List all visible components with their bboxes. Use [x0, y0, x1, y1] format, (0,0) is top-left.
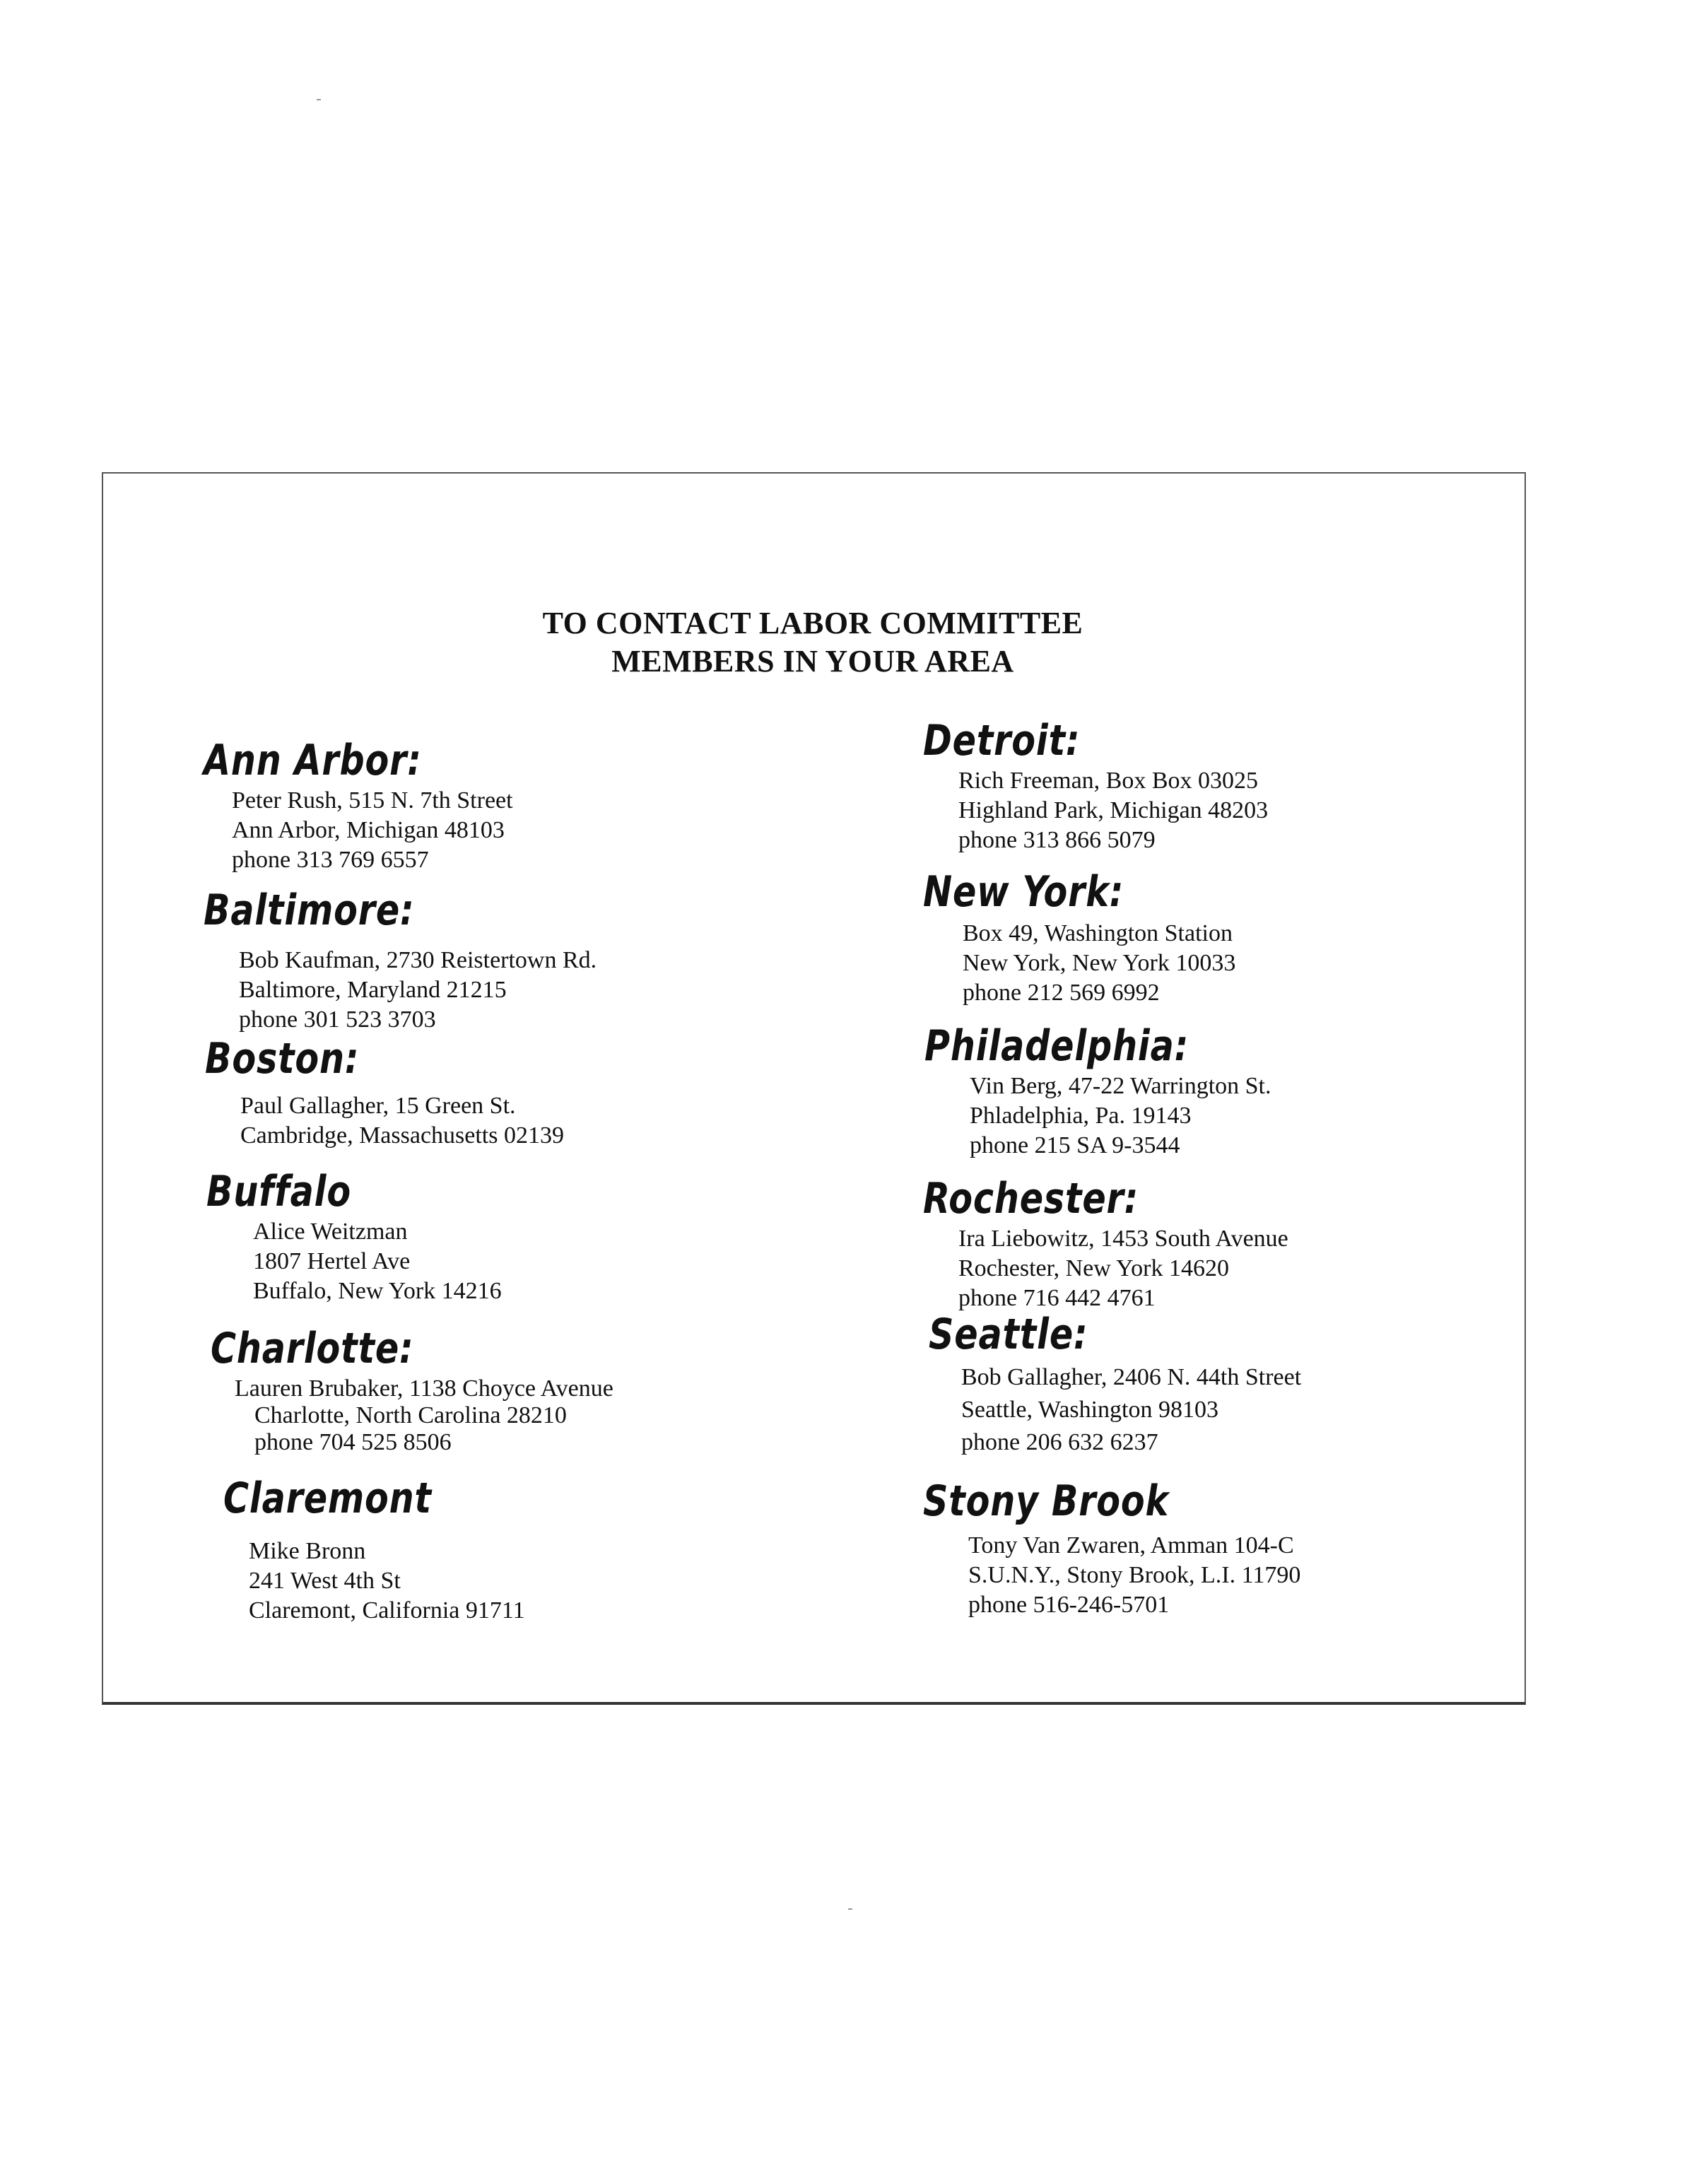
address-line: Box 49, Washington Station	[963, 920, 1233, 946]
city-heading: Detroit:	[923, 716, 1081, 765]
address-line: Bob Kaufman, 2730 Reistertown Rd.	[239, 947, 597, 973]
city-heading: Claremont	[223, 1474, 432, 1523]
address-line: Claremont, California 91711	[249, 1597, 525, 1624]
scan-speck	[848, 1908, 852, 1910]
address-line: Lauren Brubaker, 1138 Choyce Avenue	[235, 1375, 613, 1402]
entry-seattle	[929, 1309, 1301, 1459]
city-heading: Rochester:	[923, 1174, 1139, 1223]
city-heading: Boston:	[205, 1034, 360, 1084]
city-heading: Ann Arbor:	[204, 736, 422, 785]
address-line: Baltimore, Maryland 21215	[239, 977, 507, 1003]
address-line: Bob Gallagher, 2406 N. 44th Street	[961, 1364, 1302, 1390]
address-block	[958, 1224, 1288, 1313]
address-line: Tony Van Zwaren, Amman 104-C	[968, 1532, 1294, 1558]
address-line: Buffalo, New York 14216	[253, 1278, 502, 1304]
city-heading: Baltimore:	[204, 886, 415, 935]
scan-speck	[317, 99, 321, 100]
address-line: Phladelphia, Pa. 19143	[970, 1103, 1192, 1129]
address-line: phone 301 523 3703	[239, 1006, 436, 1033]
address-block	[970, 1072, 1271, 1161]
address-line: phone 215 SA 9-3544	[970, 1132, 1180, 1158]
address-block	[235, 1375, 613, 1456]
city-heading: Stony Brook	[923, 1476, 1170, 1526]
address-line: Charlotte, North Carolina 28210	[254, 1402, 567, 1428]
address-block	[968, 1531, 1300, 1620]
city-heading: Charlotte:	[211, 1324, 414, 1373]
title-line-2: MEMBERS IN YOUR AREA	[611, 644, 1014, 679]
address-block	[961, 1361, 1301, 1459]
page-title	[0, 604, 1626, 681]
entry-stony-brook	[923, 1476, 1300, 1620]
address-line: Cambridge, Massachusetts 02139	[240, 1122, 564, 1149]
entry-baltimore	[204, 885, 597, 1035]
entry-detroit	[923, 715, 1268, 855]
address-line: New York, New York 10033	[963, 950, 1236, 976]
address-line: phone 704 525 8506	[254, 1429, 452, 1455]
address-line: Vin Berg, 47-22 Warrington St.	[970, 1073, 1271, 1099]
address-line: Seattle, Washington 98103	[961, 1397, 1218, 1423]
address-line: Mike Bronn	[249, 1538, 366, 1564]
entry-ann-arbor	[204, 735, 513, 875]
address-line: Paul Gallagher, 15 Green St.	[240, 1093, 516, 1119]
address-line: phone 313 769 6557	[232, 847, 429, 873]
title-line-1: TO CONTACT LABOR COMMITTEE	[542, 606, 1083, 640]
address-line: Peter Rush, 515 N. 7th Street	[232, 787, 513, 814]
address-line: Ann Arbor, Michigan 48103	[232, 817, 505, 843]
address-block	[958, 766, 1268, 855]
address-line: phone 313 866 5079	[958, 827, 1156, 853]
address-line: Alice Weitzman	[253, 1219, 408, 1245]
address-block	[963, 919, 1235, 1008]
address-line: phone 716 442 4761	[958, 1285, 1156, 1311]
address-line: S.U.N.Y., Stony Brook, L.I. 11790	[968, 1562, 1301, 1588]
address-line: phone 206 632 6237	[961, 1429, 1158, 1455]
address-block	[249, 1537, 525, 1626]
address-line: Highland Park, Michigan 48203	[958, 797, 1269, 823]
address-line: 1807 Hertel Ave	[253, 1248, 411, 1274]
address-block	[240, 1091, 564, 1151]
entry-buffalo	[206, 1166, 502, 1306]
entry-charlotte	[211, 1323, 613, 1456]
address-block	[239, 946, 597, 1035]
address-line: Rich Freeman, Box Box 03025	[958, 768, 1259, 794]
entry-boston	[205, 1033, 564, 1151]
entry-claremont	[223, 1473, 525, 1626]
city-heading: New York:	[923, 867, 1124, 917]
city-heading: Buffalo	[206, 1167, 351, 1216]
entry-new-york	[923, 867, 1235, 1008]
address-block	[253, 1217, 502, 1306]
city-heading: Seattle:	[929, 1310, 1088, 1359]
address-line: phone 516-246-5701	[968, 1592, 1170, 1618]
entry-philadelphia	[924, 1021, 1271, 1161]
address-line: Ira Liebowitz, 1453 South Avenue	[958, 1226, 1288, 1252]
address-block	[232, 786, 513, 875]
address-line: phone 212 569 6992	[963, 980, 1160, 1006]
address-line: Rochester, New York 14620	[958, 1255, 1229, 1281]
address-line: 241 West 4th St	[249, 1568, 401, 1594]
city-heading: Philadelphia:	[924, 1021, 1189, 1071]
entry-rochester	[923, 1173, 1288, 1313]
